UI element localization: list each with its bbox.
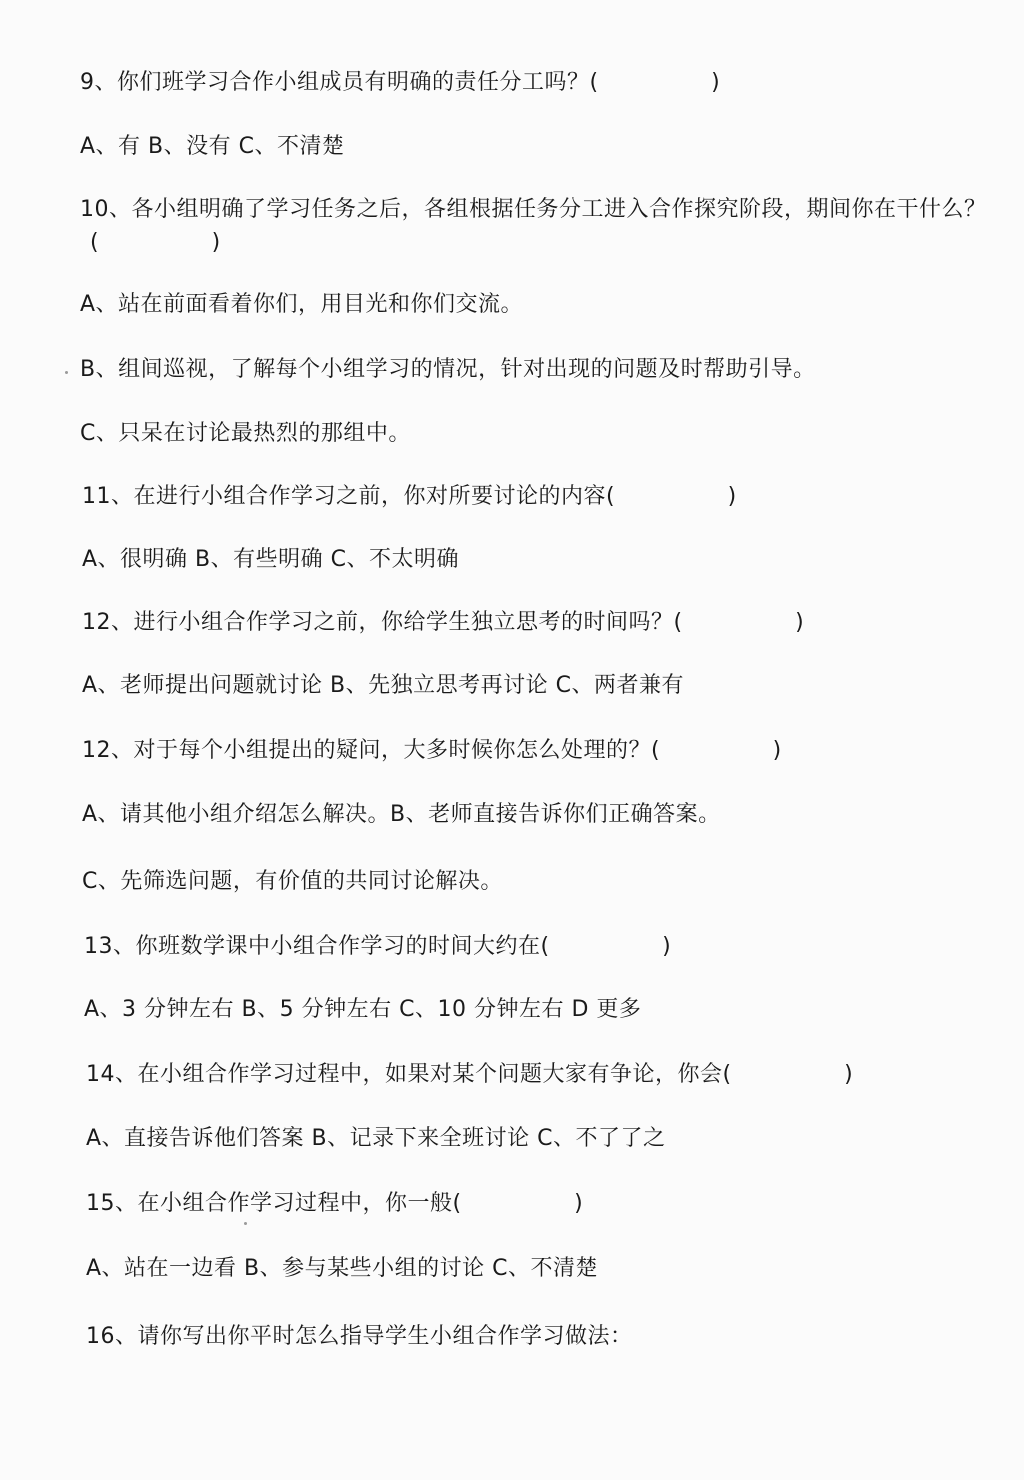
question-14: 14、在小组合作学习过程中，如果对某个问题大家有争论，你会( ) bbox=[86, 1062, 854, 1087]
question-16: 16、请你写出你平时怎么指导学生小组合作学习做法： bbox=[86, 1324, 633, 1349]
question-11-options: A、很明确 B、有些明确 C、不太明确 bbox=[82, 547, 459, 572]
question-12b-option-c: C、先筛选问题，有价值的共同讨论解决。 bbox=[82, 869, 503, 894]
question-13: 13、你班数学课中小组合作学习的时间大约在( ) bbox=[84, 934, 672, 959]
question-10: 10、各小组明确了学习任务之后，各组根据任务分工进入合作探究阶段，期间你在干什么？ bbox=[80, 197, 987, 222]
question-12a-options: A、老师提出问题就讨论 B、先独立思考再讨论 C、两者兼有 bbox=[82, 673, 684, 698]
question-12a: 12、进行小组合作学习之前，你给学生独立思考的时间吗？( ) bbox=[82, 610, 805, 635]
question-13-options: A、3 分钟左右 B、5 分钟左右 C、10 分钟左右 D 更多 bbox=[84, 997, 642, 1022]
question-12b: 12、对于每个小组提出的疑问，大多时候你怎么处理的？( ) bbox=[82, 738, 782, 763]
question-11: 11、在进行小组合作学习之前，你对所要讨论的内容( ) bbox=[82, 484, 737, 509]
question-12b-option-ab: A、请其他小组介绍怎么解决。B、老师直接告诉你们正确答案。 bbox=[82, 802, 721, 827]
question-14-options: A、直接告诉他们答案 B、记录下来全班讨论 C、不了了之 bbox=[86, 1126, 666, 1151]
question-10-option-c: C、只呆在讨论最热烈的那组中。 bbox=[80, 421, 411, 446]
question-15-options: A、站在一边看 B、参与某些小组的讨论 C、不清楚 bbox=[86, 1256, 598, 1281]
question-10-option-a: A、站在前面看着你们，用目光和你们交流。 bbox=[80, 292, 524, 317]
question-9-options: A、有 B、没有 C、不清楚 bbox=[80, 134, 345, 159]
question-10-blank: ( ) bbox=[90, 230, 221, 255]
scan-speck bbox=[65, 371, 68, 374]
question-9: 9、你们班学习合作小组成员有明确的责任分工吗？( ) bbox=[80, 70, 721, 95]
question-15: 15、在小组合作学习过程中，你一般( ) bbox=[86, 1191, 584, 1216]
question-10-option-b: B、组间巡视，了解每个小组学习的情况，针对出现的问题及时帮助引导。 bbox=[80, 357, 816, 382]
scan-speck bbox=[244, 1222, 247, 1225]
